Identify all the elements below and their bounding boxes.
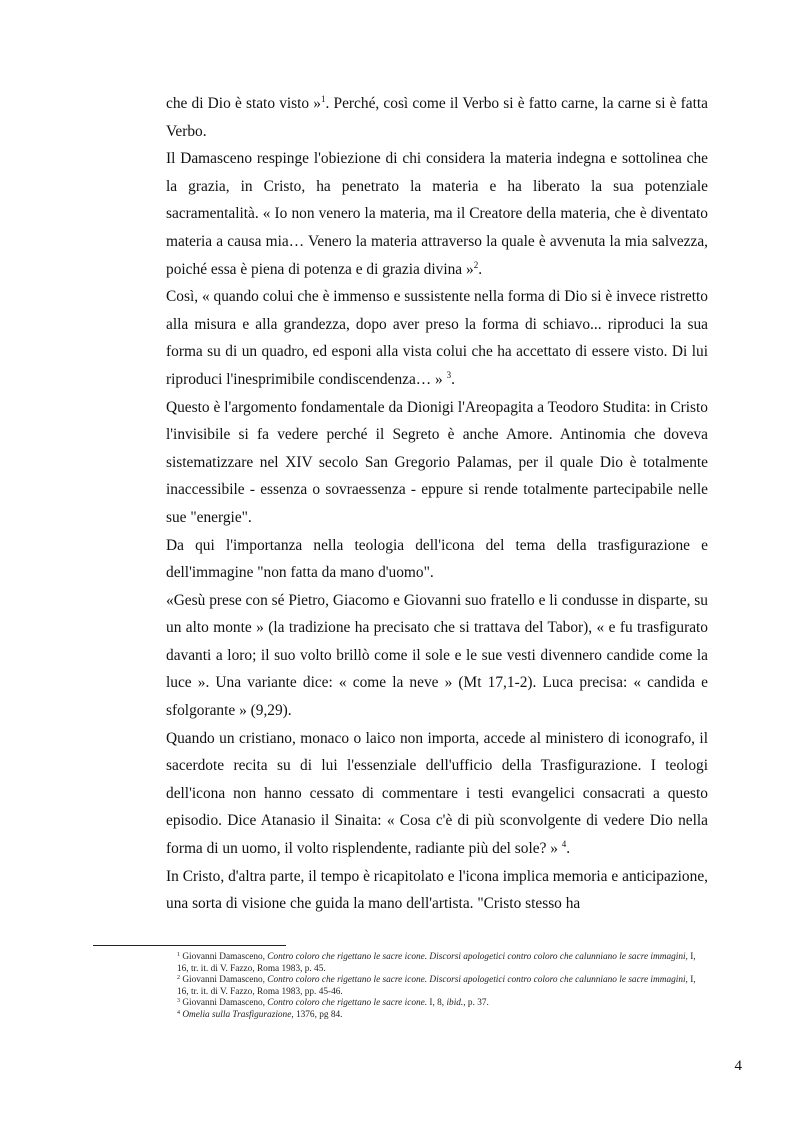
text-run: , p. 37.: [463, 998, 489, 1009]
footnote-reference: 1: [321, 94, 326, 104]
text-run: .: [451, 370, 455, 388]
italic-text: Contro coloro che rigettano le sacre icone. Discorsi apologetici contro coloro che calunniano le sacre immagini,: [267, 975, 688, 986]
text-run: In Cristo, d'altra parte, il tempo è ricapitolato e l'icona implica memoria e anticipazione, una sorta di visione che guida la mano dell'artista. "Cristo stesso ha: [166, 867, 708, 913]
footnote-separator: [93, 945, 286, 946]
italic-text: Contro coloro che rigettano le sacre icone.: [267, 998, 428, 1009]
text-run: I, 8,: [427, 998, 447, 1009]
text-run: Da qui l'importanza nella teologia dell'icona del tema della trasfigurazione e dell'immagine "non fatta da mano d'uomo".: [166, 536, 708, 582]
paragraph: [166, 394, 708, 532]
footnote-reference: 4: [561, 839, 567, 850]
text-run: che di Dio è stato visto »: [166, 95, 321, 112]
paragraph: [166, 863, 708, 918]
text-run: Giovanni Damasceno,: [180, 975, 268, 986]
paragraph: [166, 532, 708, 587]
page-number: 4: [734, 1058, 742, 1074]
text-run: , 1376, pg 84.: [291, 1009, 343, 1020]
text-run: Questo è l'argomento fondamentale da Dionigi l'Areopagita a Teodoro Studita: in Cristo l'invisibile si fa vedere perché il Segreto è anche Amore. Antinomia che doveva sistematizzare nel XIV secolo San Gregorio Palamas, per il quale Dio è totalmente inaccessibile - essenza o sovraessenza - eppure si rende totalmente partecipabile nelle sue "energie".: [166, 398, 708, 526]
paragraph: [166, 587, 708, 725]
text-run: I, 16, tr. it. di V. Fazzo, Roma 1983, pp. 45-46.: [177, 975, 696, 997]
footnote: [177, 1010, 707, 1022]
text-run: Così, « quando colui che è immenso e sussistente nella forma di Dio si è invece ristretto alla misura e alla grandezza, dopo aver preso la forma di schiavo... riproduci la sua forma su di un quadro, ed esponi alla vista colui che ha accettato di essere visto. Di lui riproduci l'inesprimibile condiscendenza… »: [166, 288, 708, 388]
text-run: .: [478, 260, 483, 278]
text-run: «Gesù prese con sé Pietro, Giacomo e Giovanni suo fratello e li condusse in disparte, su un alto monte » (la tradizione ha precisato che si trattava del Tabor), « e fu trasfigurato davanti a loro; il suo volto brillò come il sole e le sue vesti divennero candide come la luce ». Una variante dice: « come la neve » (Mt 17,1-2). Luca precisa: « candida e sfolgorante » (9,29).: [166, 591, 708, 720]
footnote-reference: 4: [177, 1009, 180, 1016]
text-run: Quando un cristiano, monaco o laico non importa, accede al ministero di iconografo, il sacerdote recita su di lui l'essenziale dell'ufficio della Trasfigurazione. I teologi dell'icona non hanno cessato di commentare i testi evangelici consacrati a questo episodio. Dice Atanasio il Sinaita: « Cosa c'è di più sconvolgente di vedere Dio nella forma di un uomo, il volto risplendente, radiante più del sole? »: [166, 729, 708, 858]
footnotes: [177, 952, 707, 1022]
paragraph: [166, 283, 708, 393]
footnote: [177, 998, 707, 1010]
paragraph: [166, 145, 708, 283]
text-run: .: [566, 840, 571, 858]
italic-text: Contro coloro che rigettano le sacre icone. Discorsi apologetici contro coloro che calunniano le sacre immagini,: [267, 952, 688, 962]
text-run: Giovanni Damasceno,: [180, 952, 268, 962]
paragraph: [166, 725, 708, 863]
text-run: I, 16, tr. it. di V. Fazzo, Roma 1983, p. 45.: [177, 952, 696, 974]
italic-text: Omelia sulla Trasfigurazione: [182, 1009, 292, 1020]
italic-text: ibid.: [446, 998, 464, 1009]
text-run: Il Damasceno respinge l'obiezione di chi considera la materia indegna e sottolinea che la grazia, in Cristo, ha penetrato la materia e ha liberato la sua potenziale sacramentalità. « Io non venero la materia, ma il Creatore della materia, che è diventato materia a causa mia… Venero la materia attraverso la quale è avvenuta la mia salvezza, poiché essa è piena di potenza e di grazia divina »: [166, 150, 708, 278]
footnote-reference: 2: [177, 975, 180, 982]
footnote: [177, 952, 707, 975]
paragraph: [166, 90, 708, 145]
text-run: . Perché, così come il Verbo si è fatto carne, la carne si è fatta Verbo.: [166, 95, 708, 140]
footnote-reference: 2: [473, 259, 479, 270]
footnote-reference: 3: [177, 998, 180, 1005]
body-text: [166, 90, 708, 918]
footnote-reference: 1: [177, 952, 180, 958]
text-run: Giovanni Damasceno,: [180, 998, 268, 1009]
footnote-reference: 3: [446, 369, 452, 380]
footnote: [177, 975, 707, 998]
